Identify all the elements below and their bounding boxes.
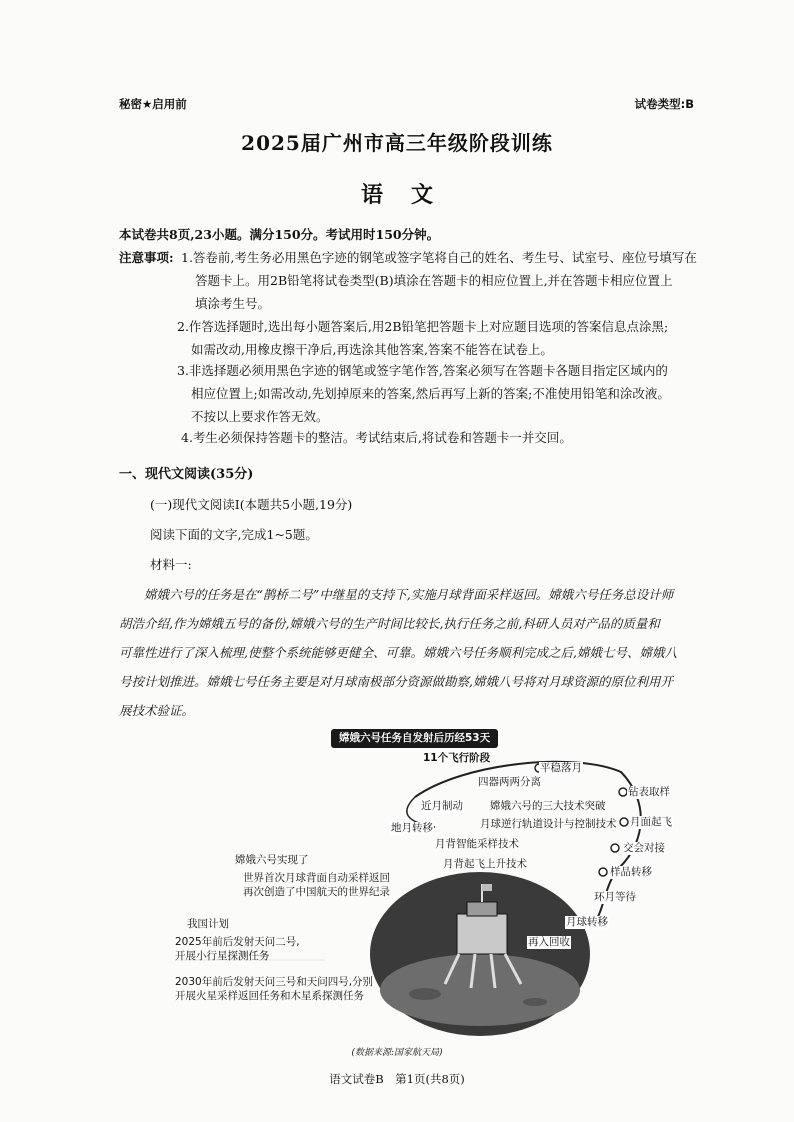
- page-footer: 语文试卷B 第1页(共8页): [329, 1072, 465, 1086]
- stage-label: 样品转移: [610, 866, 652, 878]
- exam-intro: 本试卷共8页,23小题。满分150分。考试用时150分钟。: [119, 227, 440, 242]
- passage-line: 可靠性进行了深入梳理,使整个系统能够更健全、可靠。嫦娥六号任务顺利完成之后,嫦娥七号、嫦娥八: [119, 645, 677, 660]
- lander-top: [467, 902, 497, 916]
- notice-line: 相应位置上;如需改动,先划掉原来的答案,然后再写上新的答案;不准使用铅笔和涂改液。: [191, 386, 670, 401]
- plan-line: 2030年前后发射天问三号和天问四号,分别: [175, 976, 374, 988]
- tech-item: 月球逆行轨道设计与控制技术: [480, 818, 617, 830]
- passage-line: 胡浩介绍,作为嫦娥五号的备份,嫦娥六号的生产时间比较长,执行任务之前,科研人员对产品的质量和: [119, 616, 660, 631]
- passage-line: 号按计划推进。嫦娥七号任务主要是对月球南极部分资源做勘察,嫦娥八号将对月球资源的原位利用开: [119, 674, 673, 689]
- subject-title: 语文: [360, 182, 461, 208]
- crater: [409, 988, 441, 1000]
- stage-label: 月球转移: [566, 916, 608, 928]
- crater: [523, 998, 547, 1006]
- tech-title: 嫦娥六号的三大技术突破: [490, 800, 606, 812]
- notice-3: [177, 359, 670, 428]
- subsection-title: (一)现代文阅读Ⅰ(本题共5小题,19分): [150, 497, 353, 512]
- change6-infographic: [175, 722, 695, 1052]
- stages-label: 11个飞行阶段: [423, 752, 491, 764]
- tech-item: 月背智能采样技术: [435, 838, 519, 850]
- flag: [482, 884, 492, 891]
- notice-line: 2.作答选择题时,选出每小题答案后,用2B铅笔把答题卡上对应题目选项的答案信息点涂黑;: [177, 319, 669, 334]
- notice-4: [181, 426, 572, 449]
- stage-marker: [619, 788, 627, 796]
- exam-title: 2025届广州市高三年级阶段训练: [241, 131, 553, 155]
- confidential-label: 秘密★启用前: [119, 97, 187, 111]
- plan-line: 开展火星采样返回任务和木星系探测任务: [175, 990, 364, 1002]
- stage-label: 四器两两分离: [478, 776, 541, 788]
- stage-marker: [620, 818, 628, 826]
- paper-type-label: 试卷类型:B: [634, 97, 694, 111]
- lander-body: [457, 914, 507, 954]
- plan-line: 开展小行星探测任务: [175, 950, 270, 962]
- stage-label: 月面起飞: [630, 816, 672, 828]
- stage-label: 地月转移: [391, 822, 433, 834]
- stage-marker: [611, 844, 619, 852]
- stage-label: 平稳落月: [540, 762, 582, 774]
- achievement-title: 嫦娥六号实现了: [235, 854, 309, 866]
- stage-marker: [599, 868, 607, 876]
- material-passage: [119, 580, 689, 725]
- data-source: (数据来源:国家航天局): [351, 1048, 443, 1058]
- passage-line: 展技术验证。: [119, 703, 195, 718]
- stage-label: 再入回收: [528, 936, 570, 948]
- notice-line: 如需改动,用橡皮擦干净后,再选涂其他答案,答案不能答在试卷上。: [191, 342, 553, 357]
- stage-label: 近月制动: [421, 800, 463, 812]
- achievement-line: 再次创造了中国航天的世界纪录: [243, 886, 390, 898]
- notice-1: [181, 246, 697, 315]
- notice-line: 答题卡上。用2B铅笔将试卷类型(B)填涂在答题卡的相应位置上,并在答题卡相应位置上: [195, 273, 673, 288]
- notice-2: [177, 315, 668, 361]
- achievement-line: 世界首次月球背面自动采样返回: [243, 872, 390, 884]
- stage-label: 交会对接: [623, 842, 665, 854]
- lunar-ground: [380, 954, 580, 1026]
- notice-line: 4.考生必须保持答题卡的整洁。考试结束后,将试卷和答题卡一并交回。: [181, 430, 572, 445]
- material-label: 材料一:: [150, 557, 192, 572]
- section-title: 一、现代文阅读(35分): [119, 467, 254, 482]
- plan-line: 2025年前后发射天问二号,: [175, 936, 300, 948]
- notice-line: 不按以上要求作答无效。: [191, 409, 329, 424]
- notice-line: 3.非选择题必须用黑色字迹的钢笔或签字笔作答,答案必须写在答题卡各题目指定区域内的: [177, 363, 668, 378]
- reading-instruction: 阅读下面的文字,完成1~5题。: [150, 527, 318, 542]
- tech-item: 月背起飞上升技术: [443, 858, 527, 870]
- notice-label: 注意事项:: [119, 250, 174, 265]
- infographic-header: 嫦娥六号任务自发射后历经53天: [331, 729, 498, 748]
- notice-line: 1.答卷前,考生务必用黑色字迹的钢笔或签字笔将自己的姓名、考生号、试室号、座位号填写在: [181, 250, 697, 265]
- notice-line: 填涂考生号。: [195, 296, 271, 311]
- stage-label: 环月等待: [594, 891, 636, 903]
- passage-line: 嫦娥六号的任务是在“鹊桥二号”中继星的支持下,实施月球背面采样返回。嫦娥六号任务总设计师: [119, 587, 674, 602]
- stage-label: 钻表取样: [628, 786, 670, 798]
- plan-title: 我国计划: [187, 918, 229, 930]
